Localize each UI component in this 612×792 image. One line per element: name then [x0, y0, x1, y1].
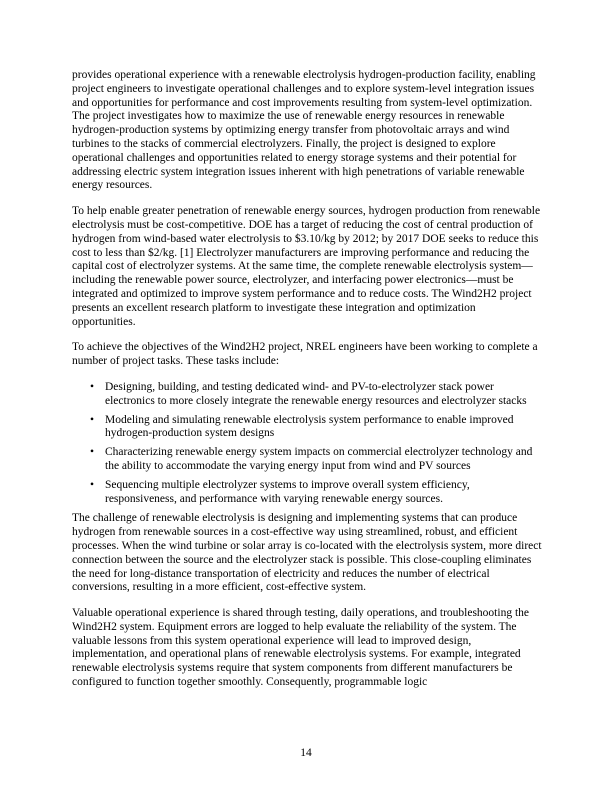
paragraph-3: To achieve the objectives of the Wind2H2 project, NREL engineers have been working to complete a number of project tasks. These tasks include:	[72, 341, 538, 368]
list-item	[90, 413, 542, 442]
page-number: 14	[300, 747, 312, 759]
list-item	[90, 380, 542, 409]
bullet-icon: •	[90, 478, 95, 491]
paragraph-1: provides operational experience with a renewable electrolysis hydrogen-production facility, enabling project engineers to investigate operational challenges and to explore system-level integration issues and opportunities for performance and cost improvements resulting from system-level optimization. The project investigates how to maximize the use of renewable energy resources in renewable hydrogen-production systems by optimizing energy transfer from photovoltaic arrays and wind turbines to the stacks of commercial electrolyzers. Finally, the project is designed to explore operational challenges and opportunities related to energy storage systems and their potential for addressing electric system integration issues inherent with high penetrations of variable renewable energy resources.	[72, 69, 536, 192]
list-item-text: Sequencing multiple electrolyzer systems to improve overall system efficiency, responsiveness, and performance with varying renewable energy sources.	[105, 478, 470, 505]
paragraph-2: To help enable greater penetration of renewable energy sources, hydrogen production from renewable electrolysis must be cost-competitive. DOE has a target of reducing the cost of central production of hydrogen from wind-based water electrolysis to $3.10/kg by 2012; by 2017 DOE seeks to reduce this cost to less than $2/kg. [1] Electrolyzer manufacturers are improving performance and reducing the capital cost of electrolyzer systems. At the same time, the complete renewable electrolysis system—including the renewable power source, electrolyzer, and interfacing power electronics—must be integrated and optimized to improve system performance and to reduce costs. The Wind2H2 project presents an excellent research platform to investigate these integration and optimization opportunities.	[72, 205, 541, 328]
task-list	[72, 381, 542, 506]
list-item-text: Characterizing renewable energy system impacts on commercial electrolyzer technology and the ability to accommodate the varying energy input from wind and PV sources	[105, 446, 533, 472]
paragraph-5: Valuable operational experience is shared through testing, daily operations, and troubleshooting the Wind2H2 system. Equipment errors are logged to help evaluate the reliability of the system. The valuable lessons from this system operational experience will lead to improved design, implementation, and operational plans of renewable electrolysis systems. For example, integrated renewable electrolysis systems require that system components from different manufacturers be configured to function together smoothly. Consequently, programmable logic	[72, 607, 529, 689]
list-item	[90, 446, 542, 474]
bullet-icon: •	[90, 413, 95, 426]
list-item	[90, 478, 542, 507]
bullet-icon: •	[90, 380, 95, 393]
bullet-icon: •	[90, 446, 95, 459]
paragraph-4: The challenge of renewable electrolysis is designing and implementing systems that can produce hydrogen from renewable sources in a cost-effective way using streamlined, robust, and efficient processes. When the wind turbine or solar array is co-located with the electrolysis system, more direct connection between the source and the electrolyzer stack is possible. This close-coupling eliminates the need for long-distance transportation of electricity and reduces the number of electrical conversions, resulting in a more efficient, cost-effective system.	[72, 512, 542, 594]
list-item-text: Modeling and simulating renewable electrolysis system performance to enable improved hydrogen-production system designs	[105, 413, 514, 440]
list-item-text: Designing, building, and testing dedicated wind- and PV-to-electrolyzer stack power electronics to more closely integrate the renewable energy resources and electrolyzer stacks	[105, 380, 527, 407]
page-body	[72, 69, 542, 702]
